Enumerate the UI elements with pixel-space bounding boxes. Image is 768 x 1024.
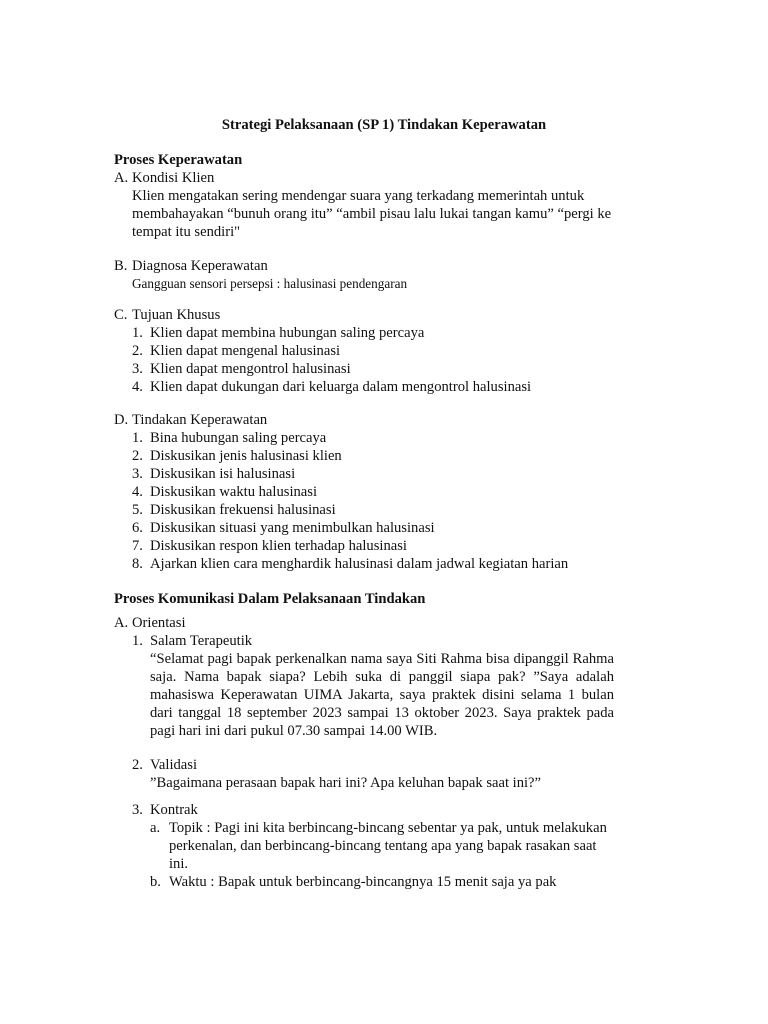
salam-terapeutik-title: Salam Terapeutik bbox=[150, 633, 253, 649]
list-item bbox=[132, 756, 614, 774]
list-item bbox=[132, 360, 614, 378]
list-text: Klien dapat mengenal halusinasi bbox=[150, 343, 341, 359]
list-text: Klien dapat mengontrol halusinasi bbox=[150, 361, 351, 377]
list-text: Bina hubungan saling percaya bbox=[150, 430, 327, 446]
kontrak-title: Kontrak bbox=[150, 802, 198, 818]
section-title: Orientasi bbox=[132, 615, 186, 631]
section-kontrak bbox=[114, 801, 614, 891]
kondisi-klien-text: Klien mengatakan sering mendengar suara yang terkadang memerintah untuk membahayakan “bunuh orang itu” “ambil pisau lalu lukai tangan kamu” “pergi ke tempat itu sendiri" bbox=[132, 188, 612, 240]
kontrak-sub-list bbox=[114, 819, 614, 891]
list-text: Ajarkan klien cara menghardik halusinasi dalam jadwal kegiatan harian bbox=[150, 556, 569, 572]
list-item bbox=[150, 873, 614, 891]
proses-keperawatan-heading: Proses Keperawatan bbox=[114, 152, 243, 168]
list-item bbox=[132, 519, 614, 537]
list-text: Diskusikan isi halusinasi bbox=[150, 466, 296, 482]
list-number: 5. bbox=[132, 502, 143, 518]
list-letter: b. bbox=[150, 874, 161, 890]
salam-terapeutik-text: “Selamat pagi bapak perkenalkan nama saya Siti Rahma bisa dipanggil Rahma saja. Nama bapak siapa? Lebih suka di panggil siapa pak? ”Saya adalah mahasiswa Keperawatan UIMA Jakarta, saya praktek disini selama 1 bulan dari tanggal 18 september 2023 sampai 13 oktober 2023. Saya praktek pada pagi hari ini dari pukul 07.30 sampai 14.00 WIB. bbox=[150, 651, 614, 739]
section-title: Tindakan Keperawatan bbox=[132, 412, 268, 428]
document-title: Strategi Pelaksanaan (SP 1) Tindakan Keperawatan bbox=[221, 117, 547, 133]
proses-komunikasi-heading: Proses Komunikasi Dalam Pelaksanaan Tindakan bbox=[114, 591, 426, 607]
list-text: Klien dapat membina hubungan saling percaya bbox=[150, 325, 425, 341]
orientasi-list bbox=[114, 632, 614, 650]
section-letter: D. bbox=[114, 412, 129, 428]
validasi-title: Validasi bbox=[150, 757, 198, 773]
list-number: 2. bbox=[132, 343, 143, 359]
section-tujuan-khusus bbox=[114, 306, 614, 396]
list-item bbox=[132, 801, 614, 819]
list-item bbox=[132, 632, 614, 650]
list-text: Diskusikan respon klien terhadap halusinasi bbox=[150, 538, 407, 554]
list-text: Waktu : Bapak untuk berbincang-bincangnya 15 menit saja ya pak bbox=[169, 874, 557, 890]
list-letter: a. bbox=[150, 820, 161, 836]
list-number: 2. bbox=[132, 448, 143, 464]
section-title: Diagnosa Keperawatan bbox=[132, 258, 268, 274]
list-text: Diskusikan situasi yang menimbulkan halusinasi bbox=[150, 520, 435, 536]
list-number: 3. bbox=[132, 466, 143, 482]
section-validasi bbox=[114, 756, 614, 792]
section-title: Tujuan Khusus bbox=[132, 307, 221, 323]
list-item bbox=[132, 465, 614, 483]
list-item bbox=[132, 378, 614, 396]
list-number: 6. bbox=[132, 520, 143, 536]
list-item bbox=[132, 447, 614, 465]
list-number: 4. bbox=[132, 379, 143, 395]
tujuan-khusus-list bbox=[114, 324, 614, 396]
section-kondisi-klien bbox=[114, 169, 614, 241]
list-item bbox=[150, 819, 614, 873]
list-text: Diskusikan frekuensi halusinasi bbox=[150, 502, 336, 518]
section-letter: B. bbox=[114, 258, 128, 274]
list-item bbox=[132, 324, 614, 342]
list-number: 3. bbox=[132, 361, 143, 377]
validasi-list bbox=[114, 756, 614, 774]
list-number: 1. bbox=[132, 325, 143, 341]
list-item bbox=[132, 501, 614, 519]
list-item bbox=[132, 429, 614, 447]
list-item bbox=[132, 555, 614, 573]
section-tindakan-keperawatan bbox=[114, 411, 614, 573]
list-item bbox=[132, 537, 614, 555]
list-number: 2. bbox=[132, 757, 143, 773]
list-number: 7. bbox=[132, 538, 143, 554]
list-number: 8. bbox=[132, 556, 143, 572]
list-text: Topik : Pagi ini kita berbincang-bincang sebentar ya pak, untuk melakukan perkenalan, dan berbincang-bincang tentang apa yang bapak rasakan saat ini. bbox=[169, 820, 607, 872]
section-orientasi bbox=[114, 614, 614, 740]
list-text: Klien dapat dukungan dari keluarga dalam mengontrol halusinasi bbox=[150, 379, 532, 395]
section-letter: A. bbox=[114, 615, 129, 631]
list-item bbox=[132, 483, 614, 501]
kontrak-list bbox=[114, 801, 614, 819]
validasi-text: ”Bagaimana perasaan bapak hari ini? Apa keluhan bapak saat ini?” bbox=[150, 775, 542, 791]
tindakan-keperawatan-list bbox=[114, 429, 614, 573]
list-number: 3. bbox=[132, 802, 143, 818]
list-item bbox=[132, 342, 614, 360]
section-title: Kondisi Klien bbox=[132, 170, 215, 186]
list-text: Diskusikan waktu halusinasi bbox=[150, 484, 318, 500]
list-number: 4. bbox=[132, 484, 143, 500]
list-number: 1. bbox=[132, 430, 143, 446]
section-letter: A. bbox=[114, 170, 129, 186]
list-text: Diskusikan jenis halusinasi klien bbox=[150, 448, 342, 464]
diagnosa-text: Gangguan sensori persepsi : halusinasi pendengaran bbox=[132, 276, 408, 291]
section-diagnosa-keperawatan bbox=[114, 257, 614, 293]
list-number: 1. bbox=[132, 633, 143, 649]
section-letter: C. bbox=[114, 307, 128, 323]
